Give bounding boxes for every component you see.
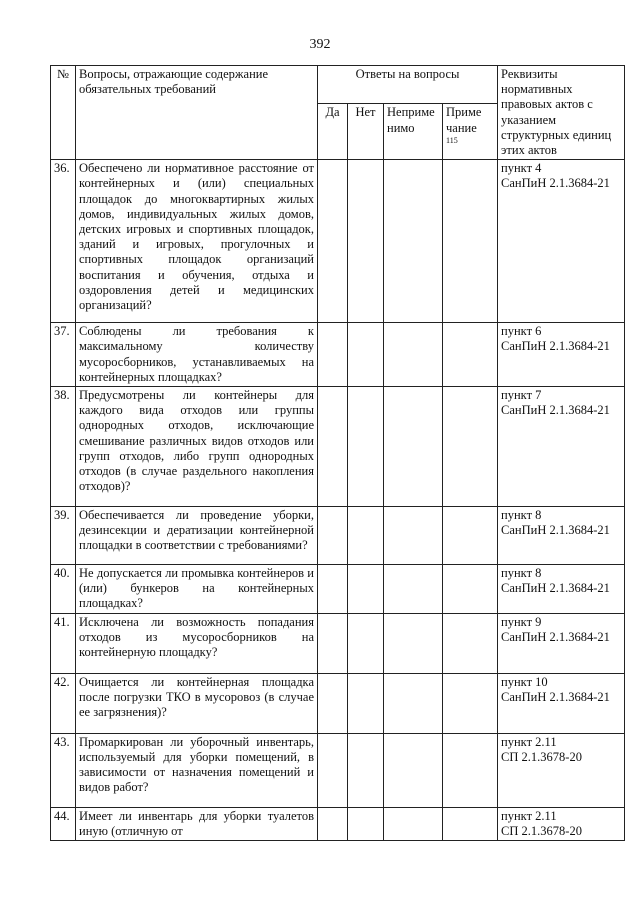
answer-not-applicable-cell[interactable] [384,323,443,387]
header-answers: Ответы на вопросы [318,66,498,104]
answer-not-applicable-cell[interactable] [384,160,443,323]
answer-note-cell[interactable] [443,387,498,507]
row-number: 42. [51,673,76,733]
answer-no-cell[interactable] [348,507,384,565]
header-note [443,104,498,160]
row-number: 38. [51,387,76,507]
header-requisites: Реквизиты нормативных правовых актов с указанием структурных единиц этих актов [498,66,625,160]
answer-yes-cell[interactable] [318,807,348,840]
answer-note-cell[interactable] [443,807,498,840]
answer-yes-cell[interactable] [318,613,348,673]
answer-no-cell[interactable] [348,323,384,387]
answer-note-cell[interactable] [443,323,498,387]
requisites-text: пункт 6 СанПиН 2.1.3684-21 [498,323,625,387]
answer-yes-cell[interactable] [318,160,348,323]
question-text: Не допускается ли промывка контейнеров и (или) бункеров на контейнерных площадках? [76,565,318,614]
table-row [51,673,625,733]
requisites-text: пункт 2.11 СП 2.1.3678-20 [498,733,625,807]
row-number: 41. [51,613,76,673]
answer-no-cell[interactable] [348,733,384,807]
question-text: Очищается ли контейнерная площадка после погрузки ТКО в мусоровоз (в случае ее загрязнения)? [76,673,318,733]
answer-not-applicable-cell[interactable] [384,565,443,614]
header-note-text: Приме чание [446,105,482,135]
answer-yes-cell[interactable] [318,565,348,614]
answer-not-applicable-cell[interactable] [384,387,443,507]
answer-note-cell[interactable] [443,673,498,733]
page-number: 392 [309,37,331,52]
answer-no-cell[interactable] [348,807,384,840]
question-text: Соблюдены ли требования к максимальному количеству мусоросборников, устанавливаемых на контейнерных площадках? [76,323,318,387]
answer-yes-cell[interactable] [318,387,348,507]
question-text: Обеспечивается ли проведение уборки, дезинсекции и дератизации контейнерной площадки в соответствии с требованиями? [76,507,318,565]
answer-not-applicable-cell[interactable] [384,673,443,733]
answer-yes-cell[interactable] [318,507,348,565]
question-text: Промаркирован ли уборочный инвентарь, используемый для уборки помещений, в зависимости от назначения помещений и видов работ? [76,733,318,807]
row-number: 37. [51,323,76,387]
table-row [51,507,625,565]
answer-no-cell[interactable] [348,387,384,507]
requisites-text: пункт 7 СанПиН 2.1.3684-21 [498,387,625,507]
answer-no-cell[interactable] [348,565,384,614]
answer-no-cell[interactable] [348,673,384,733]
requirements-table [50,65,625,841]
table-row [51,733,625,807]
header-no: Нет [348,104,384,160]
answer-yes-cell[interactable] [318,673,348,733]
answer-not-applicable-cell[interactable] [384,807,443,840]
question-text: Исключена ли возможность попадания отходов из мусоросборников на контейнерную площадку? [76,613,318,673]
answer-note-cell[interactable] [443,613,498,673]
requisites-text: пункт 2.11 СП 2.1.3678-20 [498,807,625,840]
requisites-text: пункт 10 СанПиН 2.1.3684-21 [498,673,625,733]
requisites-text: пункт 4 СанПиН 2.1.3684-21 [498,160,625,323]
question-text: Имеет ли инвентарь для уборки туалетов иную (отличную от [76,807,318,840]
table-row [51,387,625,507]
requisites-text: пункт 9 СанПиН 2.1.3684-21 [498,613,625,673]
answer-not-applicable-cell[interactable] [384,507,443,565]
answer-yes-cell[interactable] [318,733,348,807]
header-not-applicable: Неприме нимо [384,104,443,160]
answer-not-applicable-cell[interactable] [384,733,443,807]
answer-yes-cell[interactable] [318,323,348,387]
answer-not-applicable-cell[interactable] [384,613,443,673]
row-number: 44. [51,807,76,840]
header-row [51,66,625,104]
answer-note-cell[interactable] [443,160,498,323]
row-number: 39. [51,507,76,565]
answer-note-cell[interactable] [443,565,498,614]
header-note-footnote: 115 [446,135,458,145]
table-row [51,565,625,614]
row-number: 36. [51,160,76,323]
answer-note-cell[interactable] [443,507,498,565]
question-text: Предусмотрены ли контейнеры для каждого вида отходов или группы однородных отходов, исключающие смешивание различных видов отходов или групп отходов, либо групп однородных отходов (в случае раздельного накопления отходов)? [76,387,318,507]
row-number: 43. [51,733,76,807]
table-row [51,807,625,840]
table-row [51,160,625,323]
answer-note-cell[interactable] [443,733,498,807]
header-question: Вопросы, отражающие содержание обязательных требований [76,66,318,160]
answer-no-cell[interactable] [348,160,384,323]
row-number: 40. [51,565,76,614]
header-num: № [51,66,76,160]
question-text: Обеспечено ли нормативное расстояние от контейнерных и (или) специальных площадок до многоквартирных жилых домов, индивидуальных жилых домов, детских игровых и спортивных площадок, зданий и игровых, прогулочных и спортивных площадок организаций воспитания и обучения, отдыха и оздоровления детей и медицинских организаций? [76,160,318,323]
table-row [51,323,625,387]
table-row [51,613,625,673]
requisites-text: пункт 8 СанПиН 2.1.3684-21 [498,507,625,565]
answer-no-cell[interactable] [348,613,384,673]
table-body [51,160,625,841]
header-yes: Да [318,104,348,160]
requisites-text: пункт 8 СанПиН 2.1.3684-21 [498,565,625,614]
